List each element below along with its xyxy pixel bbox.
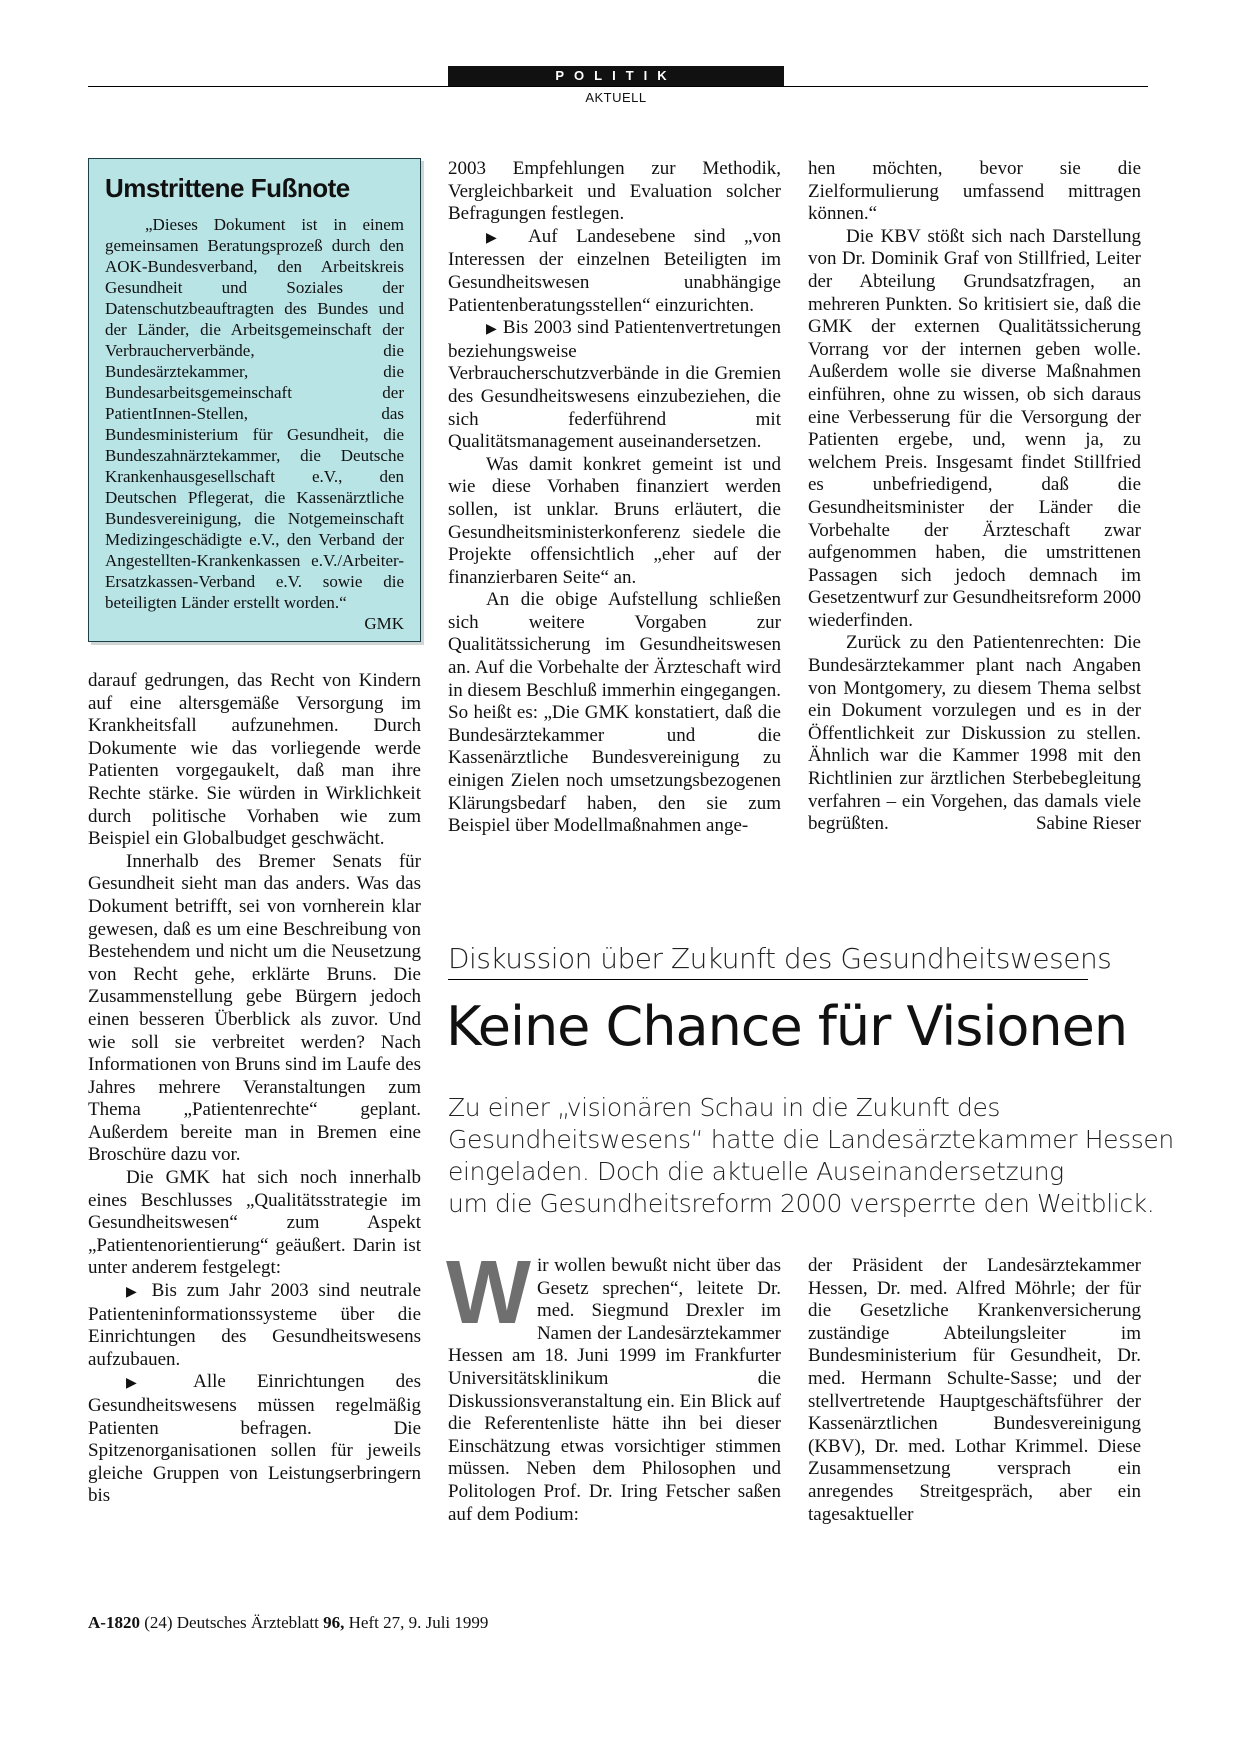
article-column-2 xyxy=(808,1255,1141,1526)
box-source: GMK xyxy=(364,614,404,633)
bullet-text: Bis 2003 sind Patientenvertretungen beziehungsweise Verbraucherschutzverbände in die Gremien des Gesundheitswesens einzubeziehen, die sich federführend mit Qualitätsmanagement auseinandersetzen. xyxy=(448,317,781,453)
paragraph: Die GMK hat sich noch innerhalb eines Beschlusses „Qualitätsstrategie im Gesundheitswesen“ zum Aspekt „Patientenorientierung“ geäußert. Darin ist unter anderem festgelegt: xyxy=(88,1167,421,1279)
paragraph xyxy=(808,632,1141,835)
column-1 xyxy=(88,670,421,1508)
lead-line: Gesundheitswesens“ hatte die Landesärztekammer Hessen xyxy=(448,1125,1174,1154)
bullet-text: Bis zum Jahr 2003 sind neutrale Patienteninformationssysteme über die Einrichtungen des Gesundheitswesens aufzubauen. xyxy=(88,1280,421,1370)
page-number: A-1820 xyxy=(88,1613,140,1632)
lead-line: Zu einer „visionären Schau in die Zukunft des xyxy=(448,1093,1001,1122)
article-column-1 xyxy=(446,1243,781,1526)
paragraph: Innerhalb des Bremer Senats für Gesundheit sieht man das anders. Was das Dokument betrifft, sei von vornherein klar gewesen, daß es um eine Beschreibung von Bestehendem und nicht um die Neusetzung von Recht gehe, erklärte Bruns. Die Zusammenstellung gebe Bürgern jedoch einen besseren Überblick als zuvor. Und wie soll sie verbreitet werden? Nach Informationen von Bruns sind im Laufe des Jahres mehrere Veranstaltungen zum Thema „Patientenrechte“ geplant. Außerdem bereite man in Bremen eine Broschüre dazu vor. xyxy=(88,850,421,1166)
paragraph: darauf gedrungen, das Recht von Kindern auf eine altersgemäße Versorgung im Krankheitsfall aufzunehmen. Durch Dokumente wie das vorliegende werde Patienten vorgegaukelt, daß man ihre Rechte stärke. Sie würden in Wirklichkeit durch politische Vorhaben wie zum Beispiel ein Globalbudget geschwächt. xyxy=(88,670,421,850)
header-rule xyxy=(88,86,1148,87)
paragraph: hen möchten, bevor sie die Zielformulierung umfassend mittragen können.“ xyxy=(808,158,1141,225)
box-text xyxy=(105,214,404,633)
triangle-right-icon: ▶ xyxy=(126,1375,164,1392)
issue-prefix: (24) Deutsches Ärzteblatt xyxy=(144,1613,319,1632)
drop-cap: W xyxy=(446,1243,531,1343)
column-2 xyxy=(448,158,781,838)
lead-line: eingeladen. Doch die aktuelle Auseinandersetzung xyxy=(448,1157,1064,1186)
bullet-item xyxy=(88,1371,421,1508)
article-headline: Keine Chance für Visionen xyxy=(446,995,1128,1058)
paragraph: An die obige Aufstellung schließen sich weitere Vorgaben zur Qualitätssicherung im Gesundheitswesen an. Auf die Vorbehalte der Ärzteschaft wird in diesem Beschluß immerhin eingegangen. So heißt es: „Die GMK konstatiert, daß die Bundesärztekammer und die Kassenärztliche Bundesvereinigung zu einigen Zielen noch umsetzungsbezogenen Klärungsbedarf haben, den sie zum Beispiel über Modellmaßnahmen ange- xyxy=(448,589,781,837)
author-name: Sabine Rieser xyxy=(1035,813,1141,835)
paragraph xyxy=(446,1243,781,1526)
column-3 xyxy=(808,158,1141,836)
article-lead xyxy=(448,1092,1174,1220)
page-footer xyxy=(88,1613,488,1633)
triangle-right-icon: ▶ xyxy=(486,229,511,246)
paragraph: 2003 Empfehlungen zur Methodik, Vergleichbarkeit und Evaluation solcher Befragungen festlegen. xyxy=(448,158,781,225)
box-title: Umstrittene Fußnote xyxy=(105,173,350,203)
lead-line: um die Gesundheitsreform 2000 versperrte den Weitblick. xyxy=(448,1189,1155,1218)
bullet-text: Auf Landesebene sind „von Interessen der einzelnen Beteiligten im Gesundheitswesen unabhängige Patientenberatungsstellen“ einzurichten. xyxy=(448,225,781,316)
bullet-text: Alle Einrichtungen des Gesundheitswesens müssen regelmäßig Patienten befragen. Die Spitzenorganisationen sollen für jeweils gleiche Gruppen von Leistungserbringern bis xyxy=(88,1371,421,1507)
bullet-item xyxy=(88,1280,421,1371)
section-label: POLITIK xyxy=(448,66,784,86)
article-kicker: Diskussion über Zukunft des Gesundheitswesens xyxy=(448,942,1088,980)
box-quote: „Dieses Dokument ist in einem gemeinsamen Beratungsprozeß durch den AOK-Bundesverband, den Arbeitskreis Gesundheit und Soziales der Datenschutzbeauftragten des Bundes und der Länder, die Arbeitsgemeinschaft der Verbraucherverbände, die Bundesärztekammer, die Bundesarbeitsgemeinschaft der PatientInnen-Stellen, das Bundesministerium für Gesundheit, die Bundeszahnärztekammer, die Deutsche Krankenhausgesellschaft e.V., den Deutschen Pflegerat, die Kassenärztliche Bundesvereinigung, die Notgemeinschaft Medizingeschädigte e.V., den Verband der Angestellten-Krankenkassen e.V./Arbeiter-Ersatzkassen-Verband e.V. sowie die beteiligten Länder erstellt worden.“ xyxy=(105,215,404,612)
triangle-right-icon: ▶ xyxy=(126,1284,142,1301)
triangle-right-icon: ▶ xyxy=(486,321,498,338)
bullet-item xyxy=(448,317,781,454)
paragraph: der Präsident der Landesärztekammer Hessen, Dr. med. Alfred Möhrle; der für die Gesetzliche Krankenversicherung zuständige Abteilungsleiter im Bundesministerium für Gesundheit, Dr. med. Hermann Schulte-Sasse; und der stellvertretende Hauptgeschäftsführer der Kassenärztlichen Bundesvereinigung (KBV), Dr. med. Lothar Krimmel. Diese Zusammensetzung versprach ein anregendes Streitgespräch, aber ein tagesaktueller xyxy=(808,1255,1141,1525)
paragraph-text: ir wollen bewußt nicht über das Gesetz sprechen“, leitete Dr. med. Siegmund Drexler im Namen der Landesärztekammer Hessen am 18. Juni 1999 im Frankfurter Universitätsklinikum die Diskussionsveranstaltung ein. Ein Blick auf die Referentenliste hätte ihn bei dieser Einschätzung etwas vorsichtiger stimmen müssen. Neben dem Philosophen und Politologen Prof. Dr. Iring Fetscher saßen auf dem Podium: xyxy=(448,1255,781,1525)
paragraph: Die KBV stößt sich nach Darstellung von Dr. Dominik Graf von Stillfried, Leiter der Abteilung Grundsatzfragen, an mehreren Punkten. So kritisiert sie, daß die GMK der externen Qualitätssicherung Vorrang vor der internen geben wolle. Außerdem wolle sie diverse Maßnahmen einführen, ohne zu wissen, ob sich daraus eine Verbesserung für die Versorgung der Patienten ergebe, und, wenn ja, zu welchem Preis. Insgesamt findet Stillfried es unbefriedigend, daß die Gesundheitsminister der Länder die Vorbehalte der Ärzteschaft zwar aufgenommen haben, die umstrittenen Passagen sich jedoch demnach im Gesetzentwurf zur Gesundheitsreform 2000 wiederfinden. xyxy=(808,225,1141,631)
issue-suffix: Heft 27, 9. Juli 1999 xyxy=(348,1613,489,1632)
bullet-item xyxy=(448,226,781,317)
subsection-label: AKTUELL xyxy=(585,90,647,105)
paragraph: Was damit konkret gemeint ist und wie diese Vorhaben finanziert werden sollen, ist unklar. Bruns erläutert, die Gesundheitsministerkonferenz siedele die Projekte offensichtlich „eher auf der finanzierbaren Seite“ an. xyxy=(448,453,781,588)
paragraph-text: Zurück zu den Patientenrechten: Die Bundesärztekammer plant nach Angaben von Montgomery, zu diesem Thema selbst ein Dokument vorzulegen und es in der Öffentlichkeit zur Diskussion zu stellen. Ähnlich war die Kammer 1998 mit den Richtlinien zur ärztlichen Sterbebegleitung verfahren – ein Vorgehen, das damals viele begrüßten. xyxy=(808,632,1141,835)
sidebar-box xyxy=(88,158,421,642)
volume: 96, xyxy=(323,1613,345,1632)
